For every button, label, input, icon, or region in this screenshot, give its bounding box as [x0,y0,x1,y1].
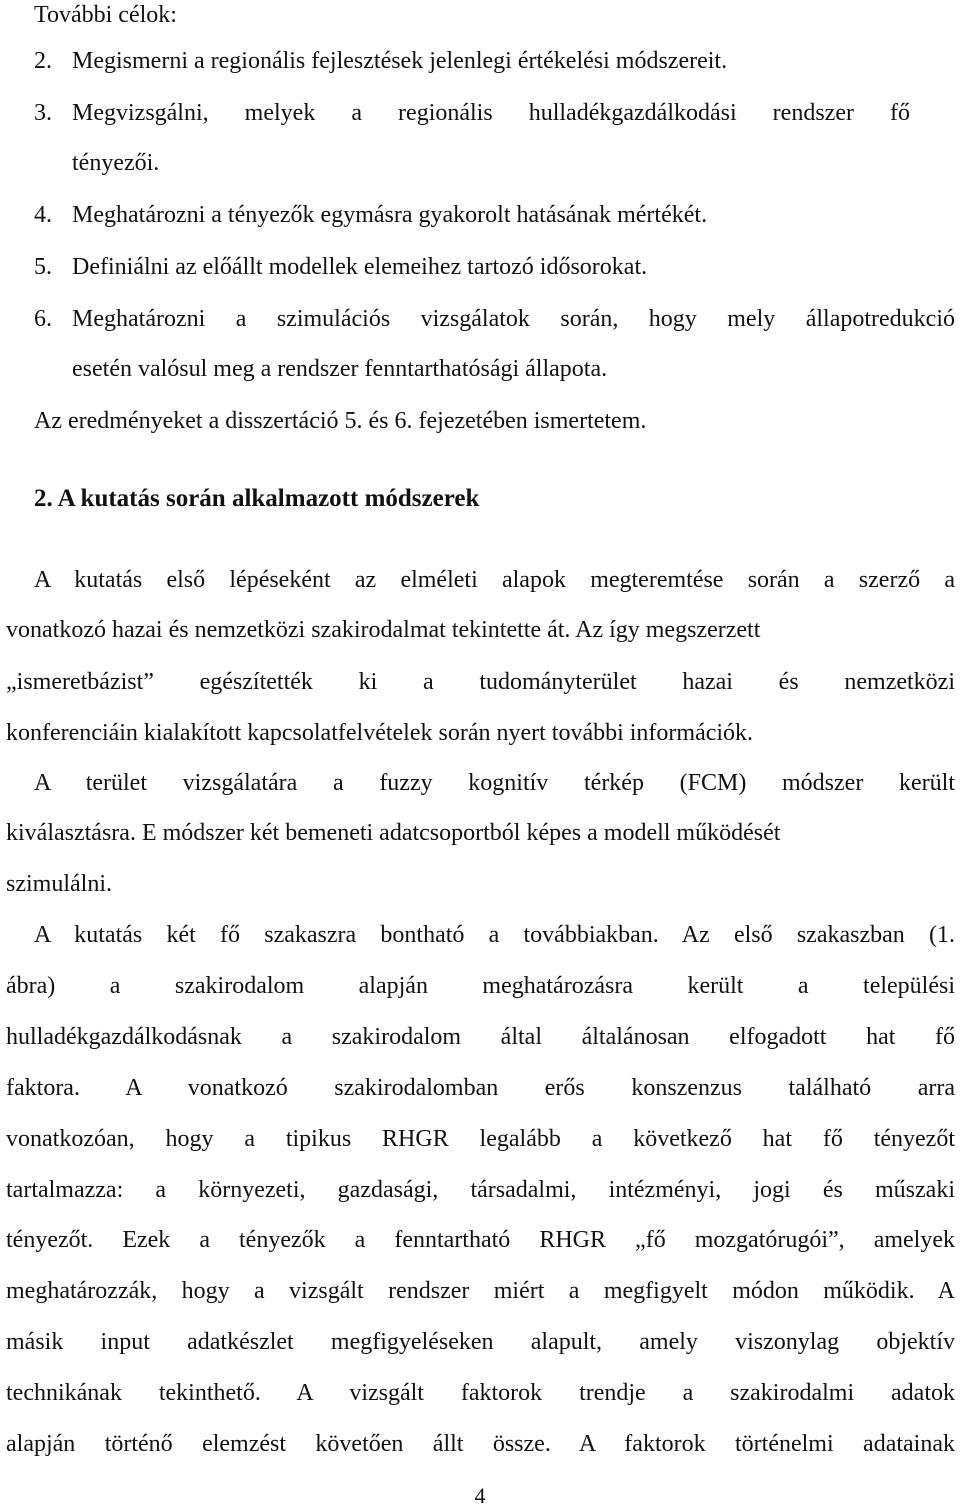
goal-text: Definiálni az előállt modellek elemeihez tartozó idősorokat. [72,254,648,280]
body-line: A kutatás két fő szakaszra bontható a továbbiakban. Az első szakaszban (1. [34,922,955,948]
section-heading: 2. A kutatás során alkalmazott módszerek [34,485,480,512]
intro-label: További célok: [34,2,177,28]
body-line: másik input adatkészlet megfigyeléseken alapult, amely viszonylag objektív [6,1329,955,1355]
body-line: vonatkozó hazai és nemzetközi szakirodalmat tekintette át. Az így megszerzett [6,617,761,643]
body-line: technikának tekinthető. A vizsgált faktorok trendje a szakirodalmi adatok [6,1380,955,1406]
goal-text: Megismerni a regionális fejlesztések jelenlegi értékelési módszereit. [72,48,728,74]
body-line: A terület vizsgálatára a fuzzy kognitív térkép (FCM) módszer került [34,770,955,796]
goal-text: Meghatározni a szimulációs vizsgálatok során, hogy mely állapotredukció [72,306,955,332]
body-line: meghatározzák, hogy a vizsgált rendszer miért a megfigyelt módon működik. A [6,1278,955,1304]
page-number: 4 [474,1483,486,1508]
body-line: tartalmazza: a környezeti, gazdasági, társadalmi, intézményi, jogi és műszaki [6,1177,955,1203]
body-line: vonatkozóan, hogy a tipikus RHGR legalább a következő hat fő tényezőt [6,1126,955,1152]
goal-number: 2. [34,48,52,74]
body-line: „ismeretbázist” egészítették ki a tudományterület hazai és nemzetközi [6,669,955,695]
goal-number: 4. [34,202,52,228]
body-line: szimulálni. [6,871,112,897]
results-note: Az eredményeket a disszertáció 5. és 6. fejezetében ismertetem. [34,408,647,434]
body-line: ábra) a szakirodalom alapján meghatározásra került a települési [6,973,955,999]
goal-text: Meghatározni a tényezők egymásra gyakorolt hatásának mértékét. [72,202,708,228]
body-line: faktora. A vonatkozó szakirodalomban erős konszenzus található arra [6,1075,955,1101]
goal-continuation: esetén valósul meg a rendszer fenntarthatósági állapota. [72,356,608,382]
goal-number: 5. [34,254,52,280]
goal-number: 6. [34,306,52,332]
body-line: alapján történő elemzést követően állt össze. A faktorok történelmi adatainak [6,1431,955,1457]
body-line: A kutatás első lépéseként az elméleti alapok megteremtése során a szerző a [34,567,955,593]
body-line: konferenciáin kialakított kapcsolatfelvételek során nyert további információk. [6,720,754,746]
body-line: hulladékgazdálkodásnak a szakirodalom által általánosan elfogadott hat fő [6,1024,955,1050]
body-line: tényezőt. Ezek a tényezők a fenntartható RHGR „fő mozgatórugói”, amelyek [6,1227,955,1253]
goal-number: 3. [34,100,52,126]
goal-text: Megvizsgálni, melyek a regionális hulladékgazdálkodási rendszer fő [72,100,910,126]
body-line: kiválasztásra. E módszer két bemeneti adatcsoportból képes a modell működését [6,820,781,846]
goal-continuation: tényezői. [72,150,160,176]
